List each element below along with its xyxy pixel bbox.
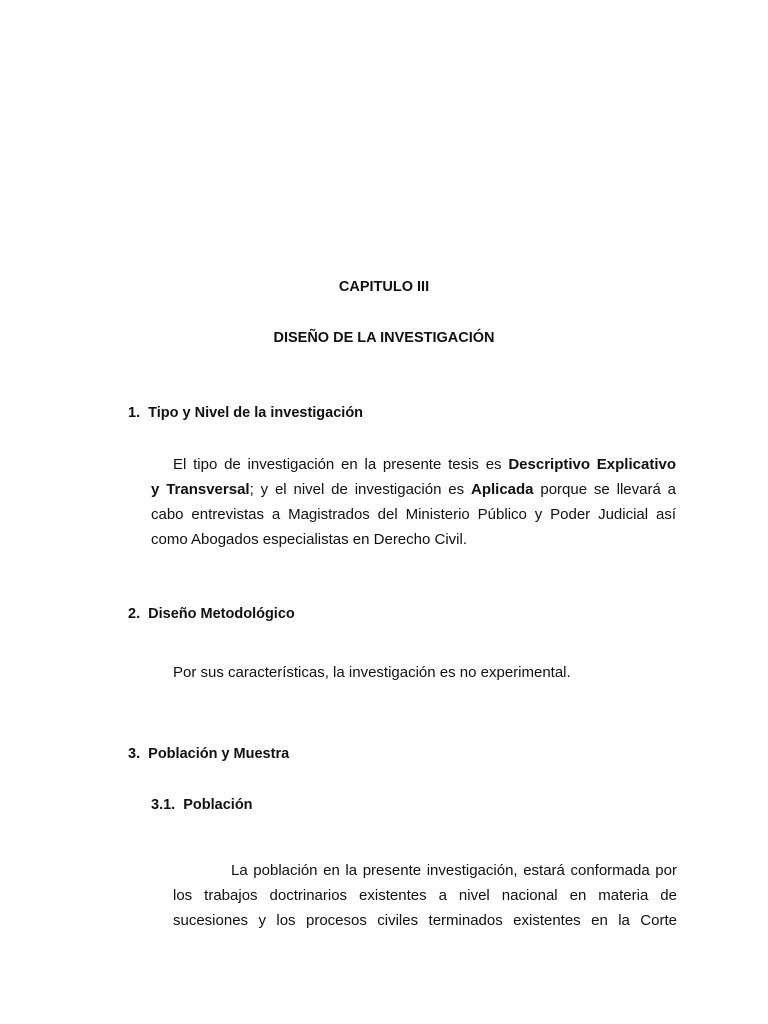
chapter-title: DISEÑO DE LA INVESTIGACIÓN bbox=[273, 330, 495, 346]
chapter-label: CAPITULO III bbox=[338, 279, 430, 295]
section-1-line-2: y Transversal; y el nivel de investigación es Aplicada porque se llevará a bbox=[151, 481, 676, 498]
section-1-line-1: El tipo de investigación en la presente tesis es Descriptivo Explicativo bbox=[173, 456, 676, 473]
section-3-heading: 3. Población y Muestra bbox=[128, 746, 290, 762]
section-2-paragraph: Por sus características, la investigación es no experimental. bbox=[173, 664, 571, 681]
section-1-line-3: cabo entrevistas a Magistrados del Ministerio Público y Poder Judicial así bbox=[151, 506, 676, 523]
section-3-1-line-1: La población en la presente investigación, estará conformada por bbox=[231, 862, 677, 879]
section-1-heading: 1. Tipo y Nivel de la investigación bbox=[128, 405, 364, 421]
section-3-1-paragraph bbox=[173, 858, 677, 933]
section-1-line-4: como Abogados especialistas en Derecho Civil. bbox=[151, 531, 468, 548]
section-2-heading: 2. Diseño Metodológico bbox=[128, 606, 295, 622]
section-3-1-line-3: sucesiones y los procesos civiles terminados existentes en la Corte bbox=[173, 912, 677, 929]
section-3-1-line-2: los trabajos doctrinarios existentes a nivel nacional en materia de bbox=[173, 887, 677, 904]
section-3-1-heading: 3.1. Población bbox=[151, 797, 253, 813]
section-1-paragraph bbox=[151, 452, 676, 552]
